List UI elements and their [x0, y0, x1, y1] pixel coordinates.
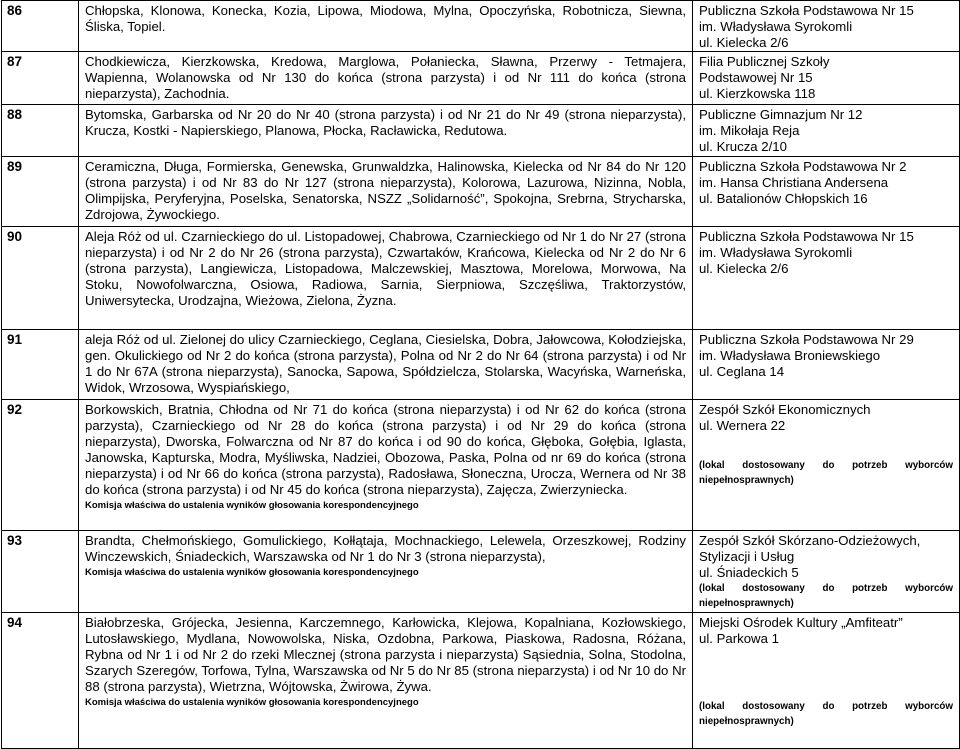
commission-note: Komisja właściwa do ustalenia wyników głosowania korespondencyjnego: [85, 567, 419, 578]
street-list: [79, 613, 693, 749]
table-row: [2, 531, 960, 613]
district-number: 94: [2, 613, 79, 749]
location-line: Publiczna Szkoła Podstawowa Nr 2: [699, 159, 907, 174]
accessibility-note: (lokal dostosowany do potrzeb wyborców niepełnosprawnych): [699, 583, 953, 609]
polling-location: [693, 531, 960, 613]
table-row: [2, 1, 960, 52]
street-list-text: Borkowskich, Bratnia, Chłodna od Nr 71 do końca (strona nieparzysta) i od Nr 62 do końca (strona parzysta), Czarnieckiego od Nr 28 do końca (strona parzysta) i od Nr 29 do końca (strona nieparzysta), Dworska, Folwarczna od Nr 87 do końca i od 90 do końca, Głęboka, Gołębia, Iglasta, Janowska, Kapturska, Modra, Myśliwska, Nadziei, Obozowa, Paska, Polna od nr 69 do końca (strona nieparzysta) i od Nr 66 do końca (strona parzysta), Radosława, Słoneczna, Urocza, Wernera od Nr 38 do końca (strona parzysta) i od Nr 45 do końca (strona nieparzysta), Zajęcza, Zwierzyniecka.: [85, 402, 686, 497]
street-list: Ceramiczna, Długa, Formierska, Genewska, Grunwaldzka, Halinowska, Kielecka od Nr 84 do Nr 120 (strona parzysta) i od Nr 83 do Nr 127 (strona nieparzysta), Kolorowa, Lazurowa, Nizinna, Nobla, Olimpijska, Peryferyjna, Poselska, Senatorska, NSZZ „Solidarność”, Spokojna, Srebrna, Strycharska, Zdrojowa, Żywockiego.: [79, 157, 693, 227]
polling-location: [693, 400, 960, 531]
location-line: im. Władysława Syrokomli: [699, 19, 853, 34]
table-row: [2, 52, 960, 105]
table-row: [2, 330, 960, 400]
street-list: Chłopska, Klonowa, Konecka, Kozia, Lipowa, Miodowa, Mylna, Opoczyńska, Robotnicza, Siewna, Śliska, Topiel.: [79, 1, 693, 52]
location-line: im. Władysława Broniewskiego: [699, 348, 881, 363]
location-line: Zespół Szkół Skórzano-Odzieżowych,: [699, 533, 921, 548]
table-row: [2, 157, 960, 227]
accessibility-note: (lokal dostosowany do potrzeb wyborców niepełnosprawnych): [699, 460, 953, 486]
polling-location: [693, 52, 960, 105]
street-list: aleja Róż od ul. Zielonej do ulicy Czarnieckiego, Ceglana, Ciesielska, Dobra, Jałowcowa, Kołodziejska, gen. Okulickiego od Nr 2 do końca (strona parzysta), Polna od Nr 2 do Nr 64 (strona parzysta) i od Nr 1 do Nr 67A (strona nieparzysta), Sanocka, Sapowa, Spółdzielcza, Stolarska, Wacyńska, Warneńska, Widok, Wrzosowa, Wyspiańskiego,: [79, 330, 693, 400]
table-row: [2, 105, 960, 157]
location-line: ul. Śniadeckich 5: [699, 565, 799, 580]
election-districts-table: [1, 0, 960, 749]
table-row: [2, 613, 960, 749]
location-line: Stylizacji i Usług: [699, 549, 795, 564]
location-line: ul. Kierzkowska 118: [699, 86, 816, 101]
location-line: Publiczna Szkoła Podstawowa Nr 29: [699, 332, 914, 347]
location-line: im. Hansa Christiana Andersena: [699, 175, 889, 190]
commission-note: Komisja właściwa do ustalenia wyników głosowania korespondencyjnego: [85, 500, 419, 511]
table-row: [2, 400, 960, 531]
spacer: [699, 434, 953, 458]
district-number: 93: [2, 531, 79, 613]
location-line: im. Mikołaja Reja: [699, 123, 800, 138]
location-line: Zespół Szkół Ekonomicznych: [699, 402, 871, 417]
location-line: ul. Ceglana 14: [699, 364, 785, 379]
accessibility-note: (lokal dostosowany do potrzeb wyborców niepełnosprawnych): [699, 701, 953, 727]
location-line: ul. Krucza 2/10: [699, 139, 787, 154]
location-line: Publiczna Szkoła Podstawowa Nr 15: [699, 229, 914, 244]
polling-location: [693, 330, 960, 400]
location-line: ul. Parkowa 1: [699, 631, 779, 646]
street-list: Aleja Róż od ul. Czarnieckiego do ul. Listopadowej, Chabrowa, Czarnieckiego od Nr 1 do Nr 27 (strona nieparzysta) i od Nr 2 do Nr 26 (strona parzysta), Czwartaków, Krańcowa, Kielecka od Nr 2 do Nr 6 (strona parzysta), Langiewicza, Listopadowa, Malczewskiej, Masztowa, Morelowa, Morwowa, Na Stoku, Nowofolwarczna, Osiowa, Radiowa, Sarnia, Sierpniowa, Szczęśliwa, Traktorzystów, Uniwersytecka, Urodzajna, Wieżowa, Zielona, Żyzna.: [79, 227, 693, 330]
location-line: ul. Wernera 22: [699, 418, 786, 433]
polling-location: [693, 105, 960, 157]
street-list: [79, 400, 693, 531]
district-number: 91: [2, 330, 79, 400]
polling-location: [693, 157, 960, 227]
street-list: [79, 531, 693, 613]
spacer: [699, 647, 953, 699]
location-line: ul. Kielecka 2/6: [699, 35, 789, 50]
street-list: Chodkiewicza, Kierzkowska, Kredowa, Marglowa, Połaniecka, Sławna, Przerwy - Tetmajera, Wapienna, Wolanowska od Nr 130 do końca (strona parzysta) i od Nr 111 do końca (strona nieparzysta), Zachodnia.: [79, 52, 693, 105]
district-number: 88: [2, 105, 79, 157]
polling-location: [693, 613, 960, 749]
location-line: ul. Kielecka 2/6: [699, 261, 789, 276]
location-line: Podstawowej Nr 15: [699, 70, 813, 85]
location-line: im. Władysława Syrokomli: [699, 245, 853, 260]
district-number: 89: [2, 157, 79, 227]
location-line: Miejski Ośrodek Kultury „Amfiteatr”: [699, 615, 903, 630]
location-line: Filia Publicznej Szkoły: [699, 54, 830, 69]
street-list-text: Białobrzeska, Grójecka, Jesienna, Karczemnego, Karłowicka, Klejowa, Kopalniana, Kozłowskiego, Lutosławskiego, Mydlana, Nowowolska, Niska, Ozdobna, Parkowa, Piaskowa, Radosna, Różana, Rybna od Nr 1 i od Nr 2 do rzeki Mlecznej (strona parzysta i nieparzysta) Sąsiednia, Solna, Stodolna, Szarych Szeregów, Torfowa, Tylna, Warszawska od Nr 5 do Nr 85 (strona nieparzysta) i od Nr 10 do Nr 88 (strona parzysta), Wietrzna, Wójtowska, Żwirowa, Żywa.: [85, 615, 686, 694]
location-line: Publiczna Szkoła Podstawowa Nr 15: [699, 3, 914, 18]
district-number: 90: [2, 227, 79, 330]
district-number: 86: [2, 1, 79, 52]
polling-location: [693, 1, 960, 52]
table-row: [2, 227, 960, 330]
district-number: 92: [2, 400, 79, 531]
location-line: ul. Batalionów Chłopskich 16: [699, 191, 868, 206]
commission-note: Komisja właściwa do ustalenia wyników głosowania korespondencyjnego: [85, 697, 419, 708]
street-list-text: Brandta, Chełmońskiego, Gomulickiego, Kołłątaja, Mochnackiego, Lelewela, Orzeszkowej, Rodziny Winczewskich, Śniadeckich, Warszawska od Nr 1 do Nr 3 (strona nieparzysta),: [85, 533, 686, 564]
polling-location: [693, 227, 960, 330]
street-list: Bytomska, Garbarska od Nr 20 do Nr 40 (strona parzysta) i od Nr 21 do Nr 49 (strona nieparzysta), Krucza, Kostki - Napierskiego, Planowa, Płocka, Racławicka, Redutowa.: [79, 105, 693, 157]
district-number: 87: [2, 52, 79, 105]
location-line: Publiczne Gimnazjum Nr 12: [699, 107, 863, 122]
